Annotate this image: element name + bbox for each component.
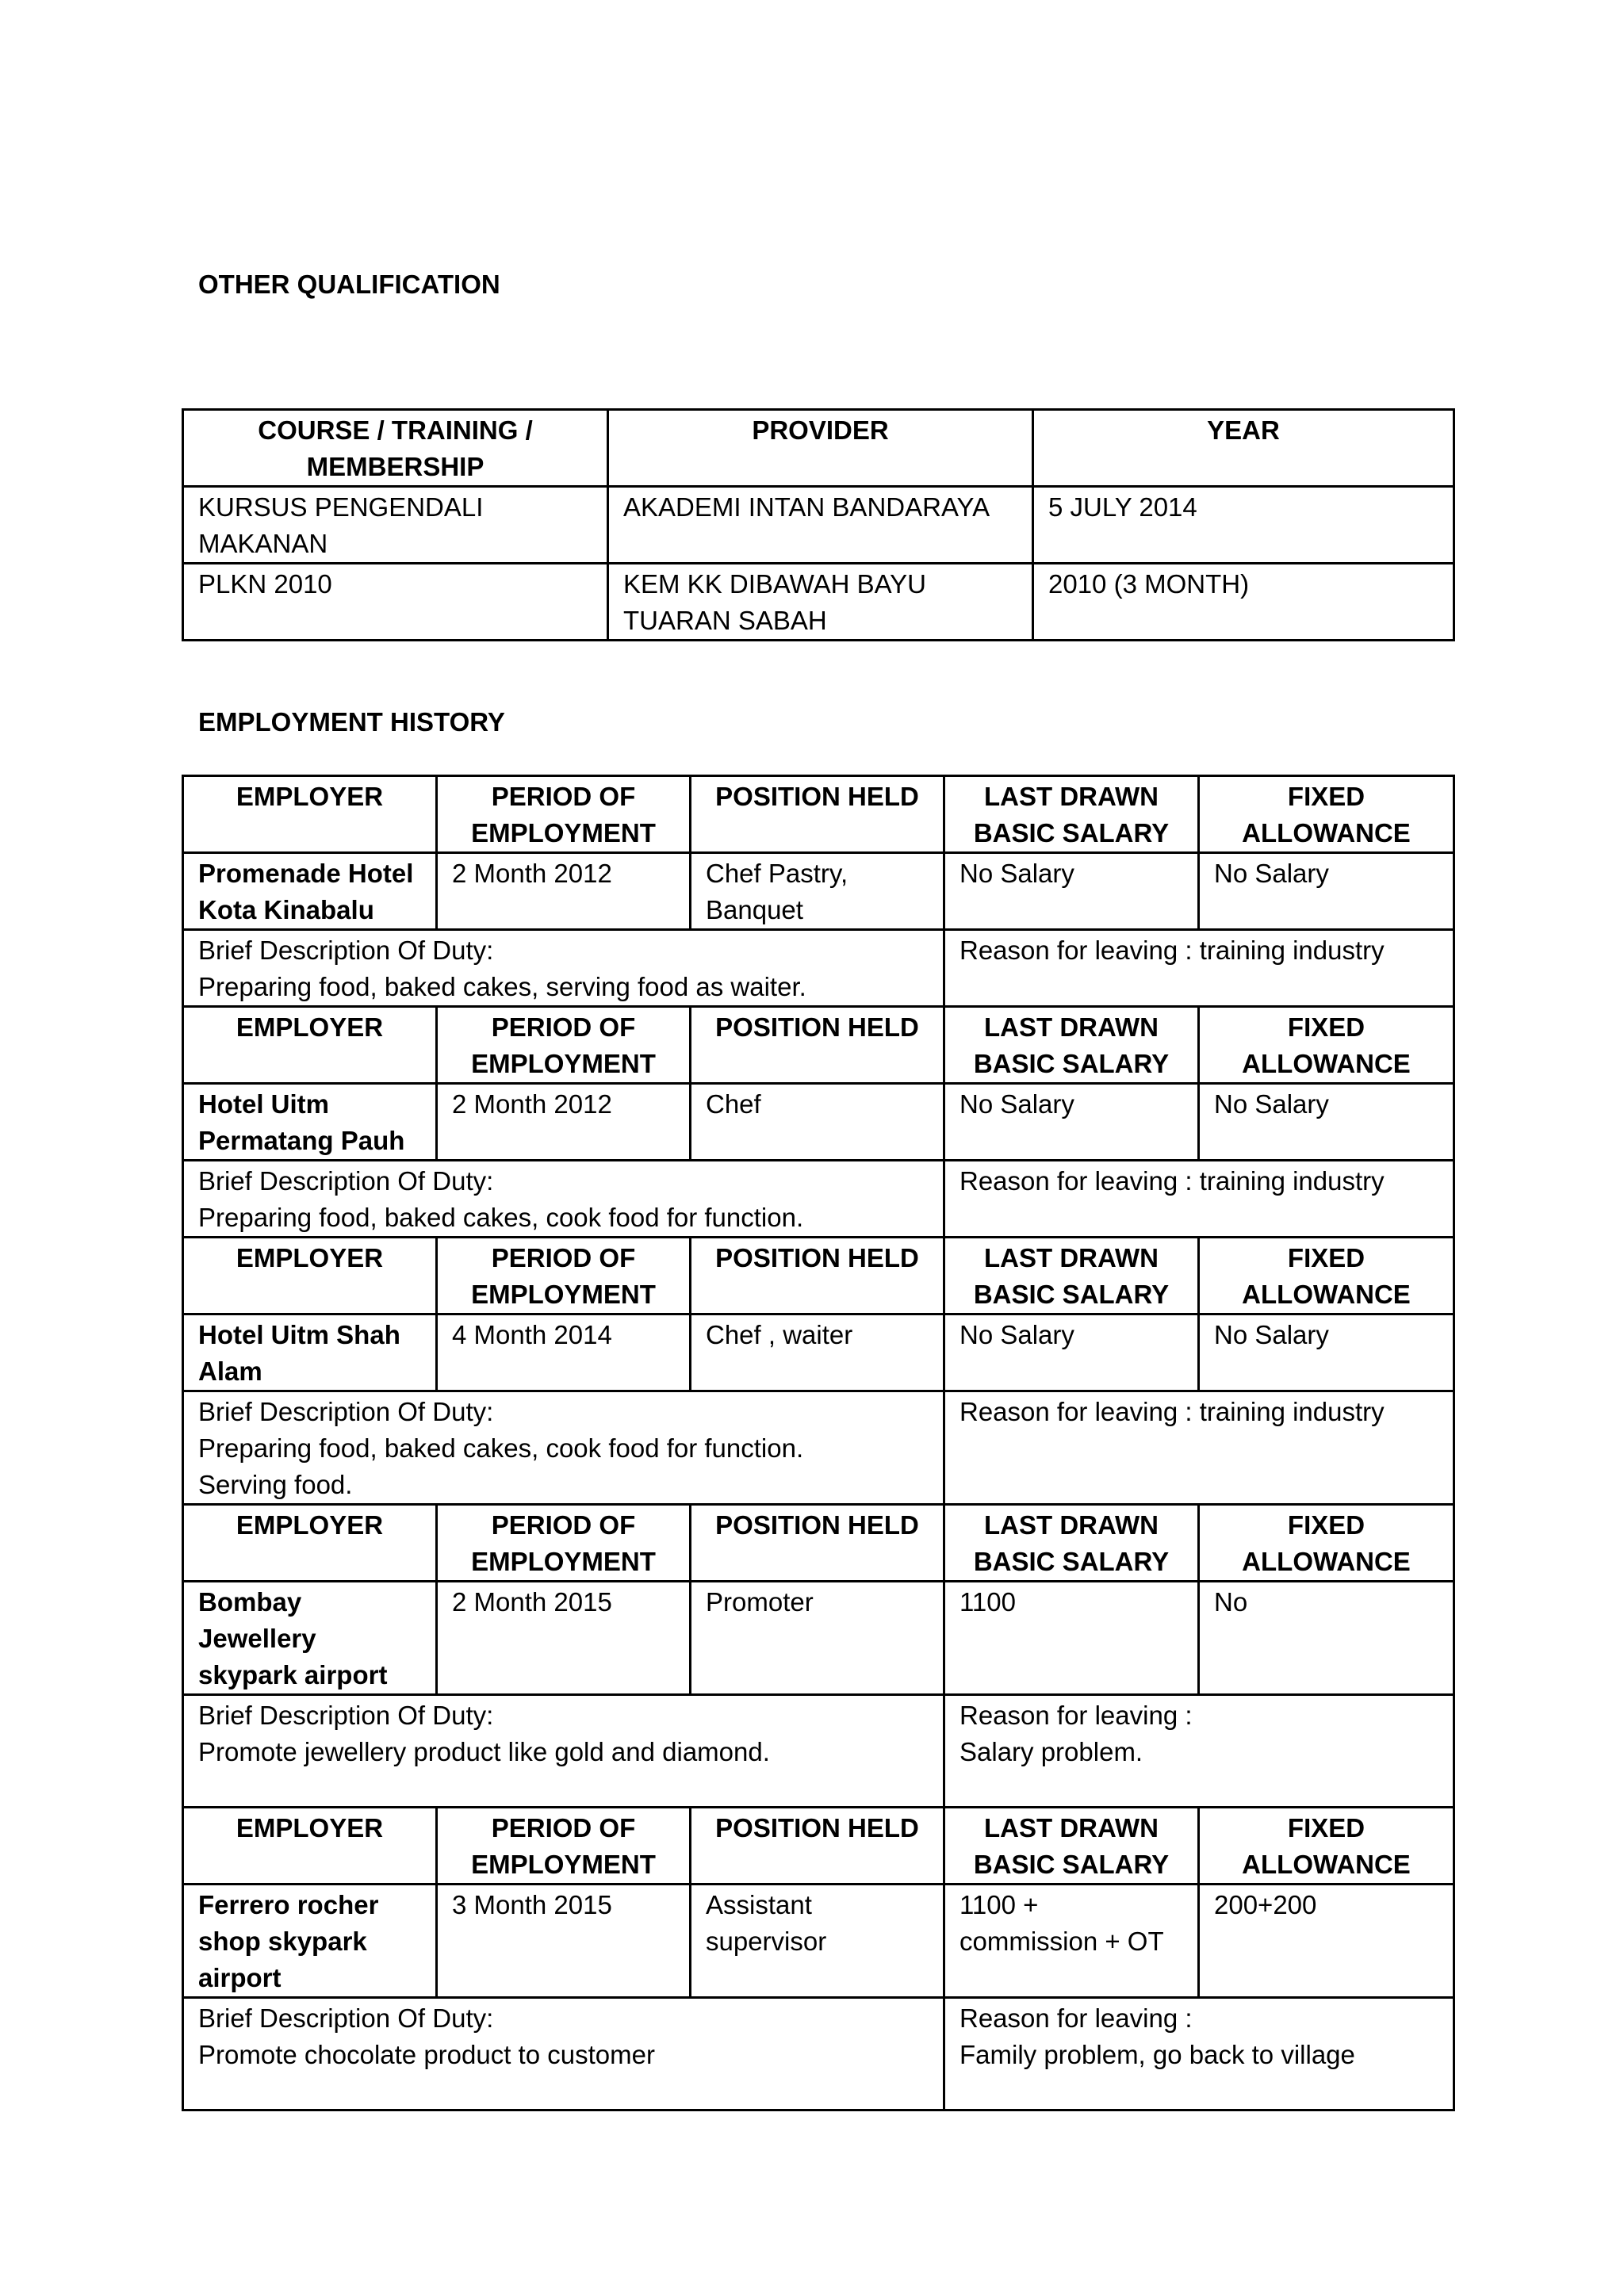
column-header-allowance: FIXED ALLOWANCE	[1199, 1238, 1454, 1314]
duty-text: Preparing food, baked cakes, cook food for function.	[198, 1433, 804, 1463]
reason-text: training industry	[1199, 1166, 1385, 1196]
column-header-employer: EMPLOYER	[183, 1007, 437, 1084]
column-header-employer: EMPLOYER	[183, 1505, 437, 1582]
employment-period: 3 Month 2015	[437, 1885, 691, 1998]
qualification-header-row	[183, 410, 1454, 487]
duty-description	[183, 1161, 944, 1238]
reason-label: Reason for leaving :	[959, 1166, 1193, 1196]
employer-name: Ferrero rocher shop skypark airport	[183, 1885, 437, 1998]
duty-description	[183, 1998, 944, 2110]
column-header-position: POSITION HELD	[691, 1808, 944, 1885]
column-header-salary: LAST DRAWN BASIC SALARY	[944, 1238, 1199, 1314]
column-header-allowance: FIXED ALLOWANCE	[1199, 776, 1454, 853]
employment-header-row	[183, 1808, 1454, 1885]
employment-period: 4 Month 2014	[437, 1314, 691, 1391]
column-header-salary: LAST DRAWN BASIC SALARY	[944, 1808, 1199, 1885]
reason-for-leaving	[944, 1695, 1454, 1808]
column-header-salary: LAST DRAWN BASIC SALARY	[944, 1007, 1199, 1084]
employment-table	[182, 775, 1455, 2111]
column-header-position: POSITION HELD	[691, 1007, 944, 1084]
duty-row	[183, 1161, 1454, 1238]
employer-name: Promenade Hotel Kota Kinabalu	[183, 853, 437, 930]
reason-text: Family problem, go back to village	[959, 2040, 1355, 2069]
column-header-employer: EMPLOYER	[183, 1808, 437, 1885]
duty-text: Preparing food, baked cakes, cook food for function.	[198, 1203, 804, 1232]
reason-text: training industry	[1199, 936, 1385, 965]
employment-row	[183, 1314, 1454, 1391]
reason-for-leaving	[944, 930, 1454, 1007]
employer-name: Hotel Uitm Permatang Pauh	[183, 1084, 437, 1161]
employment-period: 2 Month 2012	[437, 1084, 691, 1161]
duty-row	[183, 1391, 1454, 1505]
qualification-provider: AKADEMI INTAN BANDARAYA	[608, 487, 1033, 564]
reason-for-leaving	[944, 1998, 1454, 2110]
fixed-allowance: No Salary	[1199, 1084, 1454, 1161]
duty-description	[183, 1695, 944, 1808]
basic-salary: No Salary	[944, 1084, 1199, 1161]
employment-period: 2 Month 2015	[437, 1582, 691, 1695]
duty-text: Promote chocolate product to customer	[198, 2040, 655, 2069]
column-header-employer: EMPLOYER	[183, 776, 437, 853]
duty-label: Brief Description Of Duty:	[198, 936, 494, 965]
employer-name: Bombay Jewellery skypark airport	[183, 1582, 437, 1695]
column-header-period: PERIOD OF EMPLOYMENT	[437, 1238, 691, 1314]
duty-row	[183, 1998, 1454, 2110]
column-header-period: PERIOD OF EMPLOYMENT	[437, 1505, 691, 1582]
employment-header-row	[183, 776, 1454, 853]
employment-row	[183, 1582, 1454, 1695]
qualification-year: 5 JULY 2014	[1033, 487, 1454, 564]
qualification-course: KURSUS PENGENDALI MAKANAN	[183, 487, 608, 564]
reason-for-leaving	[944, 1391, 1454, 1505]
employment-header-row	[183, 1505, 1454, 1582]
column-header-position: POSITION HELD	[691, 776, 944, 853]
fixed-allowance: No	[1199, 1582, 1454, 1695]
duty-row	[183, 930, 1454, 1007]
basic-salary: 1100	[944, 1582, 1199, 1695]
employment-row	[183, 853, 1454, 930]
employment-row	[183, 1084, 1454, 1161]
column-header-position: POSITION HELD	[691, 1238, 944, 1314]
basic-salary: 1100 + commission + OT	[944, 1885, 1199, 1998]
qualification-row	[183, 564, 1454, 641]
position-held: Chef	[691, 1084, 944, 1161]
duty-description	[183, 1391, 944, 1505]
column-header-allowance: FIXED ALLOWANCE	[1199, 1505, 1454, 1582]
duty-row	[183, 1695, 1454, 1808]
employment-period: 2 Month 2012	[437, 853, 691, 930]
reason-for-leaving	[944, 1161, 1454, 1238]
other-qualification-heading: OTHER QUALIFICATION	[198, 270, 500, 299]
duty-description	[183, 930, 944, 1007]
reason-text: Salary problem.	[959, 1737, 1143, 1766]
duty-label: Brief Description Of Duty:	[198, 1397, 494, 1426]
duty-label: Brief Description Of Duty:	[198, 1701, 494, 1730]
reason-label: Reason for leaving :	[959, 936, 1193, 965]
reason-label: Reason for leaving :	[959, 1701, 1193, 1730]
qualification-row	[183, 487, 1454, 564]
column-header-year: YEAR	[1033, 410, 1454, 487]
employment-history-heading: EMPLOYMENT HISTORY	[198, 707, 505, 737]
duty-text: Preparing food, baked cakes, serving food as waiter.	[198, 972, 806, 1001]
basic-salary: No Salary	[944, 1314, 1199, 1391]
employment-header-row	[183, 1238, 1454, 1314]
duty-label: Brief Description Of Duty:	[198, 1166, 494, 1196]
column-header-period: PERIOD OF EMPLOYMENT	[437, 776, 691, 853]
qualification-provider: KEM KK DIBAWAH BAYU TUARAN SABAH	[608, 564, 1033, 641]
column-header-salary: LAST DRAWN BASIC SALARY	[944, 1505, 1199, 1582]
column-header-employer: EMPLOYER	[183, 1238, 437, 1314]
position-held: Chef , waiter	[691, 1314, 944, 1391]
fixed-allowance: 200+200	[1199, 1885, 1454, 1998]
column-header-period: PERIOD OF EMPLOYMENT	[437, 1007, 691, 1084]
employment-header-row	[183, 1007, 1454, 1084]
column-header-salary: LAST DRAWN BASIC SALARY	[944, 776, 1199, 853]
employer-name: Hotel Uitm Shah Alam	[183, 1314, 437, 1391]
qualification-year: 2010 (3 MONTH)	[1033, 564, 1454, 641]
fixed-allowance: No Salary	[1199, 853, 1454, 930]
qualification-table	[182, 408, 1455, 641]
employment-row	[183, 1885, 1454, 1998]
basic-salary: No Salary	[944, 853, 1199, 930]
column-header-provider: PROVIDER	[608, 410, 1033, 487]
duty-text: Promote jewellery product like gold and diamond.	[198, 1737, 770, 1766]
position-held: Promoter	[691, 1582, 944, 1695]
reason-label: Reason for leaving :	[959, 1397, 1193, 1426]
duty-text-extra: Serving food.	[198, 1470, 353, 1499]
column-header-position: POSITION HELD	[691, 1505, 944, 1582]
column-header-course: COURSE / TRAINING / MEMBERSHIP	[183, 410, 608, 487]
reason-label: Reason for leaving :	[959, 2003, 1193, 2033]
column-header-allowance: FIXED ALLOWANCE	[1199, 1808, 1454, 1885]
position-held: Assistant supervisor	[691, 1885, 944, 1998]
qualification-course: PLKN 2010	[183, 564, 608, 641]
position-held: Chef Pastry, Banquet	[691, 853, 944, 930]
fixed-allowance: No Salary	[1199, 1314, 1454, 1391]
reason-text: training industry	[1199, 1397, 1385, 1426]
column-header-period: PERIOD OF EMPLOYMENT	[437, 1808, 691, 1885]
duty-label: Brief Description Of Duty:	[198, 2003, 494, 2033]
column-header-allowance: FIXED ALLOWANCE	[1199, 1007, 1454, 1084]
